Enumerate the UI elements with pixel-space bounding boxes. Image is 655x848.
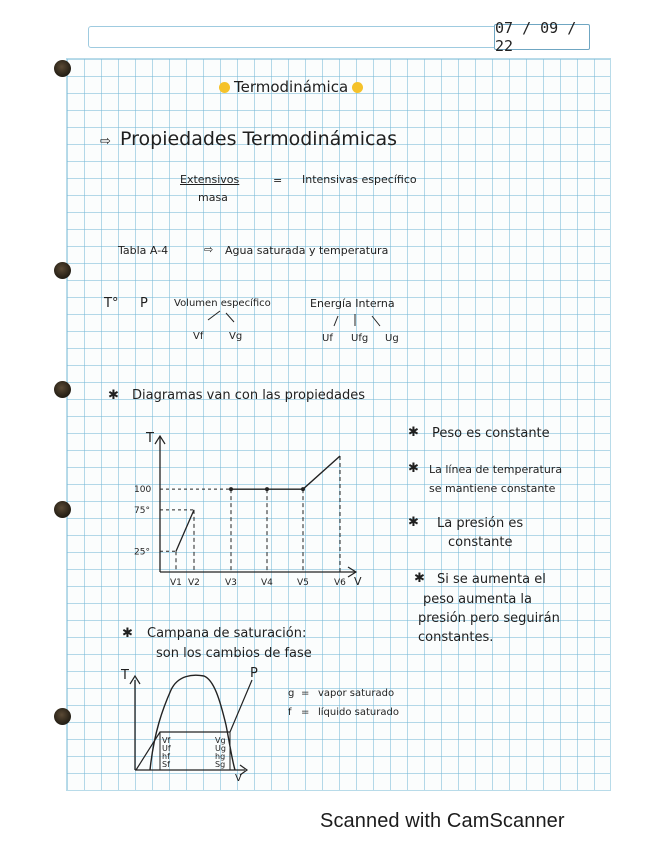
energy-label: Energía Interna xyxy=(310,297,395,310)
dome-p-label: P xyxy=(250,666,258,681)
table-label: Tabla A-4 xyxy=(118,244,169,257)
isobar-line xyxy=(136,680,252,770)
note-star-icon: ✱ xyxy=(414,571,425,586)
vg-label: Vg xyxy=(229,331,243,342)
legend-desc: vapor saturado xyxy=(318,688,395,699)
dome-t-label: T xyxy=(121,668,129,683)
dome-right-label: Sg xyxy=(215,760,226,769)
dome-right-label: hg xyxy=(215,752,226,761)
pressure-symbol: P xyxy=(140,296,148,311)
vf-label: Vf xyxy=(193,331,204,342)
dome-left-label: Vf xyxy=(162,736,171,745)
fraction-numerator: Extensivos xyxy=(180,173,240,186)
dome-right-label: Vg xyxy=(215,736,226,745)
page-title: Termodinámica xyxy=(215,78,367,96)
uf-label: Uf xyxy=(322,333,333,344)
chart-x-tick-label: V1 xyxy=(170,578,182,588)
section-heading: Propiedades Termodinámicas xyxy=(120,128,398,150)
note-4-line-3: presión pero seguirán xyxy=(418,611,560,626)
star-icon: ✱ xyxy=(122,626,133,641)
chart-x-tick-label: V4 xyxy=(261,578,273,588)
note-2-line-1: La línea de temperatura xyxy=(429,463,563,476)
dome-left-label: Sf xyxy=(162,760,170,769)
note-star-icon: ✱ xyxy=(408,461,419,476)
section-2-text: Diagramas van con las propiedades xyxy=(132,388,366,403)
equals-sign: = xyxy=(273,174,283,187)
ug-label: Ug xyxy=(385,333,399,344)
note-1-text: Peso es constante xyxy=(432,426,550,441)
chart-y-tick-label: 100 xyxy=(134,485,152,496)
dome-right-label: Ug xyxy=(215,744,226,753)
dome-v-label: V xyxy=(235,773,242,784)
chart-x-tick-label: V5 xyxy=(297,578,309,588)
temp-symbol: T° xyxy=(104,296,119,311)
section-3-subheading: son los cambios de fase xyxy=(156,646,312,661)
fraction-result: Intensivas específico xyxy=(302,173,417,186)
note-star-icon: ✱ xyxy=(408,425,419,440)
dome-left-label: hf xyxy=(162,752,170,761)
note-star-icon: ✱ xyxy=(408,515,419,530)
section-3-heading: Campana de saturación: xyxy=(147,626,307,641)
legend-eq: = xyxy=(301,688,310,699)
date-field: 07 / 09 / 22 xyxy=(494,24,590,50)
legend-eq: = xyxy=(301,707,310,718)
chart-x-tick-label: V2 xyxy=(188,578,200,588)
dome-left-label: Uf xyxy=(162,744,171,753)
table-arrow-icon: ⇨ xyxy=(204,243,214,256)
section-arrow-icon: ⇨ xyxy=(100,134,111,149)
legend-key: g xyxy=(288,688,295,699)
chart-y-tick-label: 25° xyxy=(134,547,150,558)
note-4-line-4: constantes. xyxy=(418,630,494,645)
fraction-denominator: masa xyxy=(198,191,228,204)
note-3-line-2: constante xyxy=(448,535,513,550)
legend-key: f xyxy=(288,707,292,718)
chart-x-tick-label: V3 xyxy=(225,578,237,588)
chart-x-tick-label: V6 xyxy=(334,578,346,588)
ufg-label: Ufg xyxy=(351,333,369,344)
footer-watermark: Scanned with CamScanner xyxy=(320,810,565,832)
chart-y-label: T xyxy=(146,431,154,446)
note-3-line-1: La presión es xyxy=(437,516,524,531)
table-description: Agua saturada y temperatura xyxy=(225,244,389,257)
chart-x-label: V xyxy=(354,575,362,588)
star-icon: ✱ xyxy=(108,388,119,403)
note-4-line-1: Si se aumenta el xyxy=(437,572,546,587)
chart-y-tick-label: 75° xyxy=(134,505,150,516)
legend-desc: líquido saturado xyxy=(318,707,399,718)
volume-label: Volumen específico xyxy=(174,298,271,309)
note-4-line-2: peso aumenta la xyxy=(423,592,532,607)
note-2-line-2: se mantiene constante xyxy=(429,482,556,495)
